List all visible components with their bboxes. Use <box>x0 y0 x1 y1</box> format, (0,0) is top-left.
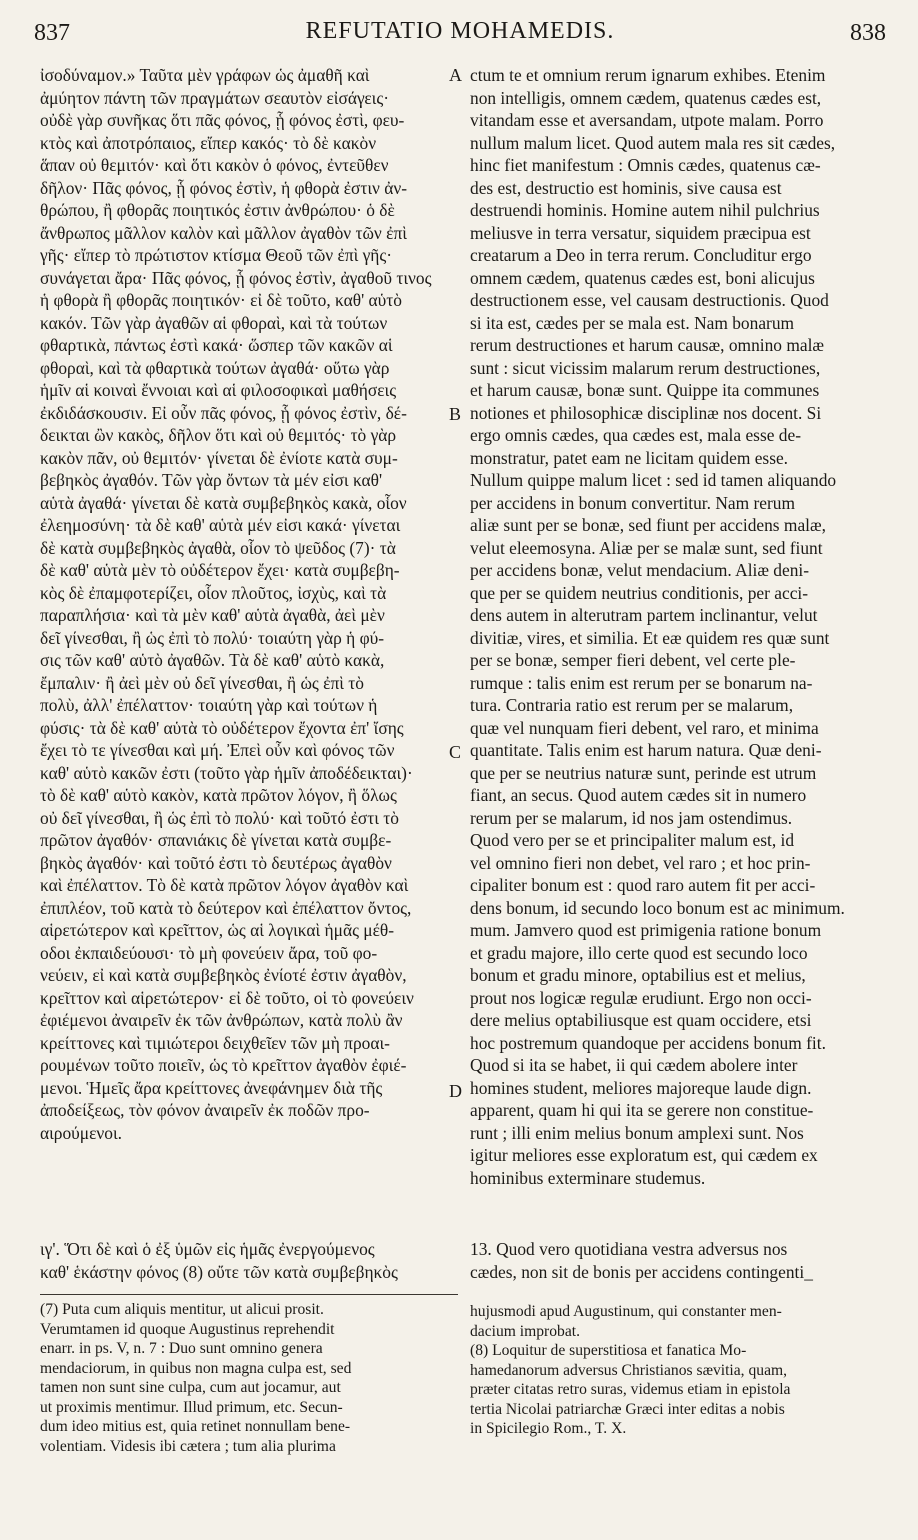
page-number-left: 837 <box>34 20 70 46</box>
greek-text-line: ἐπιπλέον, τοῦ κατὰ τὸ δεύτερον καὶ ἐπέλαττον ὄντος, <box>40 897 412 918</box>
footnote-left-line: volentiam. Videsis ibi cætera ; tum alia plurima <box>40 1437 336 1455</box>
greek-text-line: ἐλεημοσύνη· τὰ δὲ καθ' αὑτὰ μέν εἰσι κακά· γίνεται <box>40 515 401 535</box>
greek-text-line: οὐδὲ γὰρ συνῆκας ὅτι πᾶς φόνος, ᾗ φόνος ἐστὶ, φευ- <box>40 110 405 130</box>
greek-text-line: κακόν. Τῶν γὰρ ἀγαθῶν αἱ φθοραὶ, καὶ τὰ τούτων <box>40 312 388 333</box>
latin-text-line: non intelligis, omnem cædem, quatenus cædes est, <box>470 87 822 108</box>
latin-text-line: rerum per se malarum, id nos jam ostendimus. <box>470 807 793 828</box>
greek-text-line: ἄνθρωπος μᾶλλον καλὸν καὶ μᾶλλον ἀγαθὸν τῶν ἐπὶ <box>40 222 407 243</box>
greek-text-line: θρώπου, ἢ φθορᾶς ποιητικός ἐστιν ἀνθρώπου· ὁ δὲ <box>40 200 395 220</box>
page-header <box>34 14 886 50</box>
latin-text-line: per accidens bonæ, velut mendacium. Aliæ deni- <box>470 560 810 580</box>
footnote-rule <box>40 1294 458 1295</box>
greek-text-line: ἐκδιδάσκουσιν. Εἰ οὖν πᾶς φόνος, ᾗ φόνος ἐστὶν, δέ- <box>40 402 407 423</box>
latin-text-line: tura. Contraria ratio est rerum per se malarum, <box>470 695 794 715</box>
latin-text-line: notiones et philosophicæ disciplinæ nos docent. Si <box>470 402 822 423</box>
footnote-right-line: (8) Loquitur de superstitiosa et fanatica Mo- <box>470 1342 747 1359</box>
greek-text-line: πρῶτον ἀγαθόν· σπανιάκις δὲ γίνεται κατὰ συμβε- <box>40 830 392 850</box>
footnote-right-line: in Spicilegio Rom., T. X. <box>470 1420 627 1437</box>
latin-text-line: igitur meliores esse exploratum est, qui cædem ex <box>470 1145 818 1165</box>
greek-text-line: παραπλήσια· καὶ τὰ μὲν καθ' αὑτὰ ἀγαθὰ, ἀεὶ μὲν <box>40 605 385 625</box>
greek-text-line: δεικται ὢν κακὸς, δῆλον ὅτι καὶ οὐ θεμιτός· τὸ γὰρ <box>40 425 397 445</box>
greek-text-line: οδοι ἐκπαιδεύουσι· τὸ μὴ φονεύειν ἄρα, τοῦ φο- <box>40 942 378 963</box>
latin-text-line: que per se neutrius naturæ sunt, perinde est utrum <box>470 762 817 783</box>
greek-text-line: κρείττονες καὶ τιμιώτεροι δειχθεῖεν τῶν μὴ προαι- <box>40 1032 390 1053</box>
latin-text-line: ergo omnis cædes, qua cædes est, mala esse de- <box>470 425 801 445</box>
greek-text-line: νεύειν, εἰ καὶ κατὰ συμβεβηκὸς ἐνίοτέ ἐστιν ἀγαθὸν, <box>40 965 407 985</box>
latin-text-line: hinc fiet manifestum : Omnis cædes, quatenus cæ- <box>470 155 821 175</box>
footnote-right-line: hujusmodi apud Augustinum, qui constanter men- <box>470 1303 782 1320</box>
latin-text-line: per accidens in bonum convertitur. Nam rerum <box>470 492 796 513</box>
latin-text-line: et harum causæ, bonæ sunt. Quippe ita communes <box>470 380 820 400</box>
greek-text-line: ἔμπαλιν· ἢ ἀεὶ μὲν οὐ δεῖ γίνεσθαι, ἢ ὡς ἐπὶ τὸ <box>40 672 364 693</box>
latin-text-line: destruendi hominis. Homine autem nihil pulchrius <box>470 200 820 220</box>
latin-text-line: omnem cædem, quatenus cædes est, boni alicujus <box>470 267 815 288</box>
greek-text-line: καὶ ἐπέλαττον. Τὸ δὲ κατὰ πρῶτον λόγον ἀγαθὸν καὶ <box>40 875 409 895</box>
latin-text-line: runt ; illi enim melius bonum amplexi sunt. Nos <box>470 1122 804 1143</box>
latin-text-line: hoc postremum quandoque per accidens bonum fit. <box>470 1032 826 1053</box>
footnote-left-line: dum ideo mitius est, quia retinet nonnullam bene- <box>40 1418 351 1435</box>
greek-text-line: οὐ δεῖ γίνεσθαι, ἢ ὡς ἐπὶ τὸ πολύ· καὶ τοῦτό ἐστι τὸ <box>40 807 399 828</box>
latin-text-line: vel omnino fieri non debet, vel raro ; et hoc prin- <box>470 852 811 873</box>
latin-text-line: vitandam esse et aversandam, utpote malam. Porro <box>470 110 824 130</box>
latin-text-line: rerum destructiones et harum causæ, omnino malæ <box>470 335 825 355</box>
footnote-right-line: dacium improbat. <box>470 1322 580 1340</box>
greek-text-line: δῆλον· Πᾶς φόνος, ᾗ φόνος ἐστὶν, ἡ φθορὰ ἐστιν ἀν- <box>40 177 408 198</box>
greek-text-line: δὲ καθ' αὑτὰ μὲν τὸ οὐδέτερον ἔχει· κατὰ συμβεβη- <box>40 560 400 580</box>
latin-text-line: dere melius optabiliusque est quam occidere, etsi <box>470 1010 812 1030</box>
footnote-left-line: ut proximis mentimur. Illud primum, etc. Secun- <box>40 1398 343 1416</box>
latin-text-line: Quod si ita se habet, ii qui cædem abolere inter <box>470 1055 798 1075</box>
footnote-left-line: Verumtamen id quoque Augustinus reprehendit <box>40 1320 335 1338</box>
latin-text-line: monstratur, patet eam ne licitam quidem esse. <box>470 447 789 468</box>
latin-text-line: mum. Jamvero quod est primigenia ratione bonum <box>470 920 822 940</box>
greek-section-13-line: καθ' ἑκάστην φόνος (8) οὔτε τῶν κατὰ συμβεβηκὸς <box>40 1261 398 1282</box>
latin-text-line: quantitate. Talis enim est harum natura. Quæ deni- <box>470 740 822 760</box>
latin-text-line: sunt : sicut vicissim malarum rerum destructiones, <box>470 357 821 378</box>
latin-text-line: apparent, quam hi qui ita se gerere non constitue- <box>470 1100 814 1120</box>
footnote-left-line: enarr. in ps. V, n. 7 : Duo sunt omnino genera <box>40 1340 323 1357</box>
latin-text-line: Nullum quippe malum licet : sed id tamen aliquando <box>470 470 837 490</box>
latin-text-line: hominibus exterminare studemus. <box>470 1167 706 1188</box>
greek-text-line: κακὸν πᾶν, οὐ θεμιτόν· γίνεται δὲ ἐνίοτε κατὰ συμ- <box>40 447 398 468</box>
greek-text-line: ἐφιέμενοι ἀναιρεῖν ἐκ τῶν ἀνθρώπων, κατὰ πολὺ ἂν <box>40 1010 403 1030</box>
footnotes-left <box>40 1300 458 1456</box>
latin-text-line: que per se quidem neutrius conditionis, per acci- <box>470 582 809 603</box>
greek-text-line: δὲ κατὰ συμβεβηκὸς ἀγαθὰ, οἷον τὸ ψεῦδος (7)· τὰ <box>40 537 396 558</box>
latin-text-line: per se bonæ, semper fieri debent, vel certe ple- <box>470 650 796 670</box>
greek-text-line: ἔχει τὸ τε γίνεσθαι καὶ μή. Ἐπεὶ οὖν καὶ φόνος τῶν <box>40 740 395 760</box>
greek-text-line: ρουμένων τοῦτο ποιεῖν, ὡς τὸ κρεῖττον ἀγαθὸν ἐφιέ- <box>40 1055 407 1075</box>
margin-marker-b: B <box>449 404 462 424</box>
latin-text-line: quæ vel nunquam fieri debent, vel raro, et minima <box>470 717 819 738</box>
page-number-right: 838 <box>850 20 886 46</box>
greek-text-line: τὸ δὲ καθ' αὑτὸ κακὸν, κατὰ πρῶτον λόγον, ἢ ὅλως <box>40 785 397 805</box>
greek-text-line: γῆς· εἴπερ τὸ πρώτιστον κτίσμα Θεοῦ τῶν ἐπὶ γῆς· <box>40 245 393 265</box>
greek-text-line: κρεῖττον καὶ αἱρετώτερον· εἰ δὲ τοῦτο, οἱ τὸ φονεύειν <box>40 987 414 1008</box>
greek-section-13-line: ιγ'. Ὅτι δὲ καὶ ὁ ἐξ ὑμῶν εἰς ἡμᾶς ἐνεργούμενος <box>40 1239 375 1259</box>
greek-text-line: αὑτὰ ἀγαθά· γίνεται δὲ κατὰ συμβεβηκὸς κακὰ, οἷον <box>40 492 407 513</box>
footnote-left-line: mendaciorum, in quibus non magna culpa est, sed <box>40 1359 352 1377</box>
footnote-right-line: tertia Nicolai patriarchæ Græci inter editas a nobis <box>470 1400 785 1418</box>
latin-text-line: divitiæ, vires, et similia. Et eæ quidem res quæ sunt <box>470 627 830 648</box>
greek-text-line: ἀμύητον πάντη τῶν πραγμάτων σεαυτὸν εἰσάγεις· <box>40 87 390 108</box>
greek-text-line: συνάγεται ἄρα· Πᾶς φόνος, ᾗ φόνος ἐστὶν, ἀγαθοῦ τινος <box>40 267 432 288</box>
footnote-left-line: (7) Puta cum aliquis mentitur, ut alicui prosit. <box>40 1301 324 1318</box>
greek-text-line: αιρούμενοι. <box>40 1122 122 1143</box>
greek-text-line: κτὸς καὶ ἀποτρόπαιος, εἴπερ κακός· τὸ δὲ κακὸν <box>40 132 377 153</box>
greek-text-line: κὸς δὲ ἐπαμφοτερίζει, οἷον πλοῦτος, ἰσχὺς, καὶ τὰ <box>40 582 387 603</box>
latin-text-line: prout nos logicæ regulæ erudiunt. Ergo non occi- <box>470 987 812 1008</box>
latin-text-line: si ita est, cædes per se mala est. Nam bonarum <box>470 312 795 333</box>
latin-text-line: meliusve in terra versatur, siquidem præcipua est <box>470 222 811 243</box>
latin-section-13 <box>470 1238 882 1283</box>
margin-marker-a: A <box>449 65 462 85</box>
margin-marker-d: D <box>449 1081 462 1101</box>
latin-text-line: et gradu majore, illo certe quod est secundo loco <box>470 942 808 963</box>
latin-text-line: fiant, an secus. Quod autem cædes sit in numero <box>470 785 807 805</box>
greek-text-line: φθαρτικὰ, πάντως ἐστὶ κακά· ὥσπερ τῶν κακῶν αἱ <box>40 335 393 355</box>
greek-text-line: καθ' αὑτὸ κακῶν ἐστι (τοῦτο γὰρ ἡμῖν ἀποδέδεικται)· <box>40 762 413 783</box>
footnote-left-line: tamen non sunt sine culpa, cum aut jocamur, aut <box>40 1379 341 1396</box>
margin-marker-c: C <box>449 742 462 762</box>
latin-text-line: velut eleemosyna. Aliæ per se malæ sunt, sed fiunt <box>470 537 823 558</box>
latin-text-line: dens autem in alterutram partem inclinantur, velut <box>470 605 818 625</box>
greek-text-line: φθοραὶ, καὶ τὰ φθαρτικὰ τούτων ἀγαθά· οὕτω γὰρ <box>40 357 390 378</box>
greek-text-line: φύσις· τὰ δὲ καθ' αὑτὰ τὸ οὐδέτερον ἔχοντα ἐπ' ἴσης <box>40 717 404 738</box>
greek-text-line: βηκὸς ἀγαθόν· καὶ τοῦτό ἐστι τὸ δευτέρως ἀγαθὸν <box>40 852 392 873</box>
running-title: REFUTATIO MOHAMEDIS. <box>305 18 615 44</box>
greek-text-line: μενοι. Ἡμεῖς ἄρα κρείττονες ἀνεφάνημεν διὰ τῆς <box>40 1077 383 1098</box>
greek-text-line: βεβηκὸς ἀγαθόν. Τῶν γὰρ ὄντων τὰ μέν εἰσι καθ' <box>40 470 383 490</box>
latin-text-line: des est, destructio est hominis, sive causa est <box>470 177 782 198</box>
latin-text-line: nullum malum licet. Quod autem mala res sit cædes, <box>470 132 836 153</box>
latin-text-line: Quod vero per se et principaliter malum est, id <box>470 830 795 850</box>
greek-text-line: ἡ φθορὰ ἢ φθορᾶς ποιητικόν· εἰ δὲ τοῦτο, καθ' αὑτὸ <box>40 290 402 310</box>
latin-text-line: dens bonum, id secundo loco bonum est ac minimum. <box>470 897 845 918</box>
greek-text-line: δεῖ γίνεσθαι, ἢ ὡς ἐπὶ τὸ πολύ· τοιαύτη γὰρ ἡ φύ- <box>40 627 385 648</box>
greek-text-line: ἅπαν οὐ θεμιτόν· καὶ ὅτι κακὸν ὁ φόνος, ἐντεῦθεν <box>40 155 389 175</box>
latin-text-line: creatarum a Deo in terra rerum. Concluditur ergo <box>470 245 812 265</box>
footnote-right-line: præter citatas retro suras, videmus etiam in epistola <box>470 1381 791 1398</box>
greek-text-line: ἰσοδύναμον.» Ταῦτα μὲν γράφων ὡς ἀμαθῆ καὶ <box>40 65 370 85</box>
latin-section-13-line: 13. Quod vero quotidiana vestra adversus nos <box>470 1239 788 1259</box>
latin-text-line: rumque : talis enim est rerum per se bonarum na- <box>470 672 813 693</box>
footnote-right-line: hamedanorum adversus Christianos sævitia, quam, <box>470 1361 788 1379</box>
greek-text-line: ἀποδείξεως, τὸν φόνον ἀναιρεῖν ἐκ ποδῶν προ- <box>40 1100 370 1120</box>
greek-text-line: πολὺ, ἀλλ' ἐπέλαττον· τοιαύτη γὰρ καὶ τούτων ἡ <box>40 695 378 715</box>
latin-column <box>470 64 882 1189</box>
greek-text-line: ἡμῖν αἱ κοιναὶ ἔννοιαι καὶ αἱ φιλοσοφικαὶ μαθήσεις <box>40 380 397 400</box>
latin-text-line: homines student, meliores majoreque laude dign. <box>470 1077 812 1098</box>
greek-section-13 <box>40 1238 458 1283</box>
latin-text-line: aliæ sunt per se bonæ, sed fiunt per accidens malæ, <box>470 515 826 535</box>
latin-text-line: cipaliter bonum est : quod raro autem fit per acci- <box>470 875 816 895</box>
latin-text-line: destructionem esse, vel causam destructionis. Quod <box>470 290 829 310</box>
latin-section-13-line: cædes, non sit de bonis per accidens contingenti_ <box>470 1261 813 1282</box>
greek-text-line: σις τῶν καθ' αὑτὸ ἀγαθῶν. Τὰ δὲ καθ' αὑτὸ κακὰ, <box>40 650 385 670</box>
greek-text-line: αἱρετώτερον καὶ κρεῖττον, ὡς αἱ λογικαὶ ἡμᾶς μέθ- <box>40 920 395 940</box>
latin-text-line: bonum et gradu minore, optabilius est et melius, <box>470 965 806 985</box>
greek-column <box>40 64 458 1144</box>
footnotes-right <box>470 1302 882 1439</box>
latin-text-line: ctum te et omnium rerum ignarum exhibes. Etenim <box>470 65 826 85</box>
